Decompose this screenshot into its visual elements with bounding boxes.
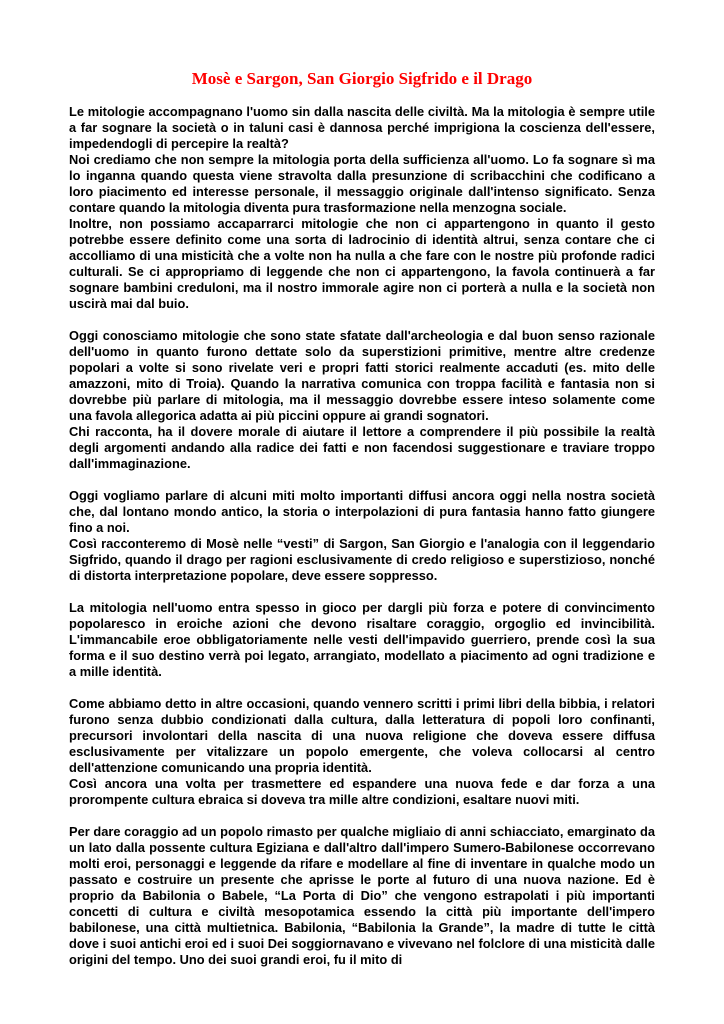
paragraph: Oggi vogliamo parlare di alcuni miti molto importanti diffusi ancora oggi nella nostra società che, dal lontano mondo antico, la storia o interpolazioni di pura fantasia hanno fatto giungere fino a noi. — [69, 488, 655, 535]
paragraph: Inoltre, non possiamo accaparrarci mitologie che non ci appartengono in quanto il gesto potrebbe essere definito come una sorta di ladrocinio di identità altrui, senza contare che ci accolliamo di una misticità che a volte non ha nulla a che fare con le nostre più profonde radici culturali. Se ci appropriamo di leggende che non ci appartengono, la favola continuerà a far sognare bambini creduloni, ma il nostro immorale agire non ci porterà a nulla e la società non uscirà mai dal buio. — [69, 216, 655, 311]
paragraph: Così ancora una volta per trasmettere ed espandere una nuova fede e dar forza a una prorompente cultura ebraica si doveva tra mille altre condizioni, esaltare nuovi miti. — [69, 776, 655, 807]
paragraph: Noi crediamo che non sempre la mitologia porta della sufficienza all'uomo. Lo fa sognare sì ma lo inganna quando questa viene stravolta dalla presunzione di scribacchini che codificano a loro piacimento ed interesse personale, il messaggio originale dall'intenso significato. Senza contare quando la mitologia diventa pura trasformazione nella menzogna sociale. — [69, 152, 655, 215]
document-body — [69, 104, 655, 968]
paragraph: Chi racconta, ha il dovere morale di aiutare il lettore a comprendere il più possibile la realtà degli argomenti andando alla radice dei fatti e non facendosi suggestionare e traviare troppo dall'immaginazione. — [69, 424, 655, 471]
paragraph: Così racconteremo di Mosè nelle “vesti” di Sargon, San Giorgio e l'analogia con il leggendario Sigfrido, quando il drago per ragioni esclusivamente di credo religioso e superstizioso, nonché di distorta interpretazione popolare, deve essere soppresso. — [69, 536, 655, 583]
document-title: Mosè e Sargon, San Giorgio Sigfrido e il Drago — [191, 69, 533, 88]
paragraph: Le mitologie accompagnano l'uomo sin dalla nascita delle civiltà. Ma la mitologia è sempre utile a far sognare la società o in taluni casi è dannosa perché imprigiona la coscienza dell'essere, impedendogli di percepire la realtà? — [69, 104, 655, 151]
paragraph: La mitologia nell'uomo entra spesso in gioco per dargli più forza e potere di convincimento popolaresco in eroiche azioni che devono risaltare coraggio, orgoglio ed invincibilità. L'immancabile eroe obbligatoriamente nelle vesti dell'impavido guerriero, prende così la sua forma e il suo destino verrà poi legato, arrangiato, modellato a piacimento ad ogni tradizione e a mille identità. — [69, 600, 655, 679]
paragraph: Oggi conosciamo mitologie che sono state sfatate dall'archeologia e dal buon senso razionale dell'uomo in quanto furono dettate solo da superstizioni primitive, mentre altre credenze popolari a volte si sono rivelate veri e propri fatti storici realmente accaduti (es. mito delle amazzoni, mito di Troia). Quando la narrativa comunica con troppa facilità e fantasia non si dovrebbe più parlare di mitologia, ma il messaggio dovrebbe essere inteso solamente come una favola allegorica adatta ai più piccini oppure ai grandi sognatori. — [69, 328, 655, 423]
paragraph: Come abbiamo detto in altre occasioni, quando vennero scritti i primi libri della bibbia, i relatori furono senza dubbio condizionati dalla cultura, dalla letteratura di popoli loro confinanti, precursori involontari della nascita di una nuova religione che doveva essere diffusa esclusivamente per vitalizzare un popolo emergente, che voleva collocarsi al centro dell'attenzione comunicando una propria identità. — [69, 696, 655, 775]
paragraph: Per dare coraggio ad un popolo rimasto per qualche migliaio di anni schiacciato, emarginato da un lato dalla possente cultura Egiziana e dall'altro dall'impero Sumero-Babilonese occorrevano molti eroi, personaggi e leggende da rifare e modellare al fine di inventare in qualche modo un passato e costruire un presente che aprisse le porte al futuro di una nuova nazione. Ed è proprio da Babilonia o Babele, “La Porta di Dio” che vengono estrapolati i più importanti concetti di cultura e civiltà mesopotamica essendo la città più importante dell'impero babilonese, una città multietnica. Babilonia, “Babilonia la Grande”, la madre di tutte le città dove i suoi antichi eroi ed i suoi Dei soggiornavano e vivevano nel folclore di una misticità dalle origini del tempo. Uno dei suoi grandi eroi, fu il mito di — [69, 824, 655, 967]
